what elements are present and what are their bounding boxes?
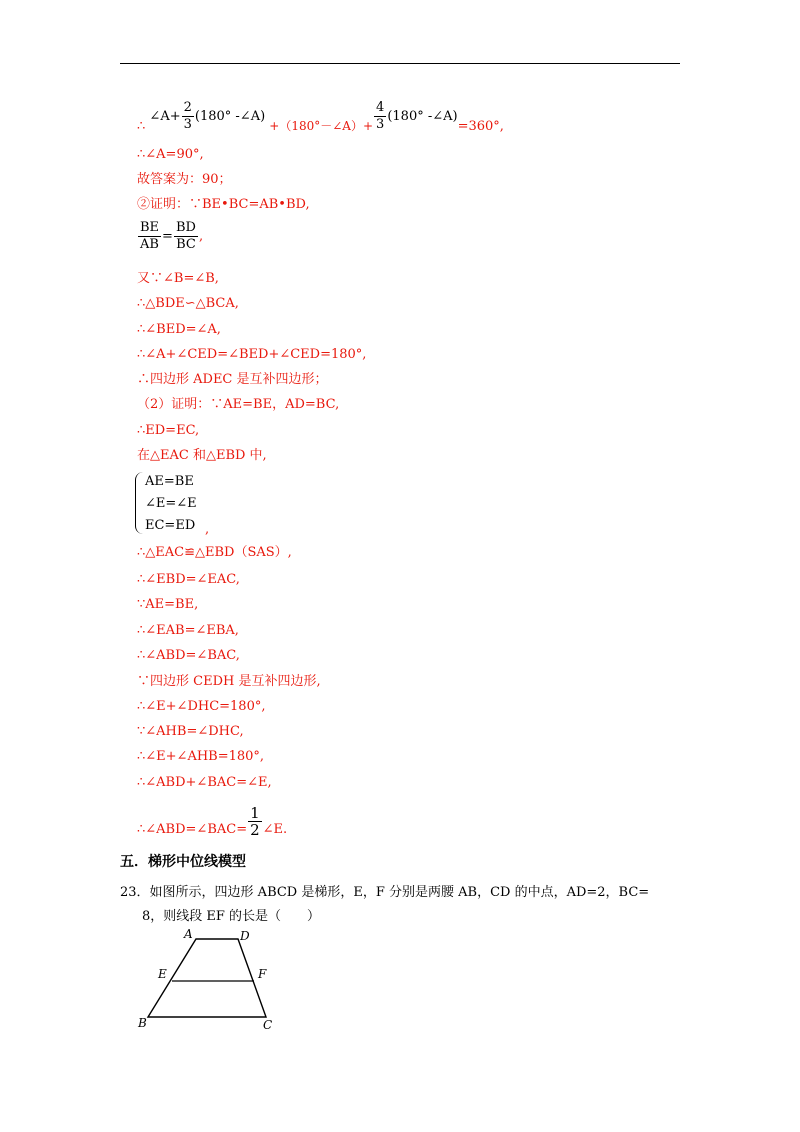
- fraction-two-thirds: [182, 100, 194, 133]
- proof-line-20: ∴∠ABD+∠BAC=∠E,: [137, 775, 272, 790]
- proof-line-6: ∴∠A+∠CED=∠BED+∠CED=180°,: [137, 347, 367, 362]
- system-row-3: EC=ED: [145, 518, 196, 533]
- proof-line-1: ②证明：∵BE•BC=AB•BD,: [137, 197, 310, 212]
- answer-line: 故答案为：90；: [137, 172, 232, 187]
- proof-line-19: ∴∠E+∠AHB=180°,: [137, 749, 265, 764]
- section-heading: 五．梯形中位线模型: [120, 854, 246, 870]
- solution-line-1: [137, 100, 504, 133]
- solution-line-2: ∴∠A=90°,: [137, 147, 204, 162]
- fraction-four-thirds: [374, 100, 386, 133]
- question-line-2: 8，则线段 EF 的长是（ ）: [142, 909, 321, 924]
- proof-line-4: ∴△BDE∽△BCA,: [137, 296, 239, 311]
- fraction-numerator: 4: [376, 100, 385, 115]
- question-line-1: 23．如图所示，四边形 ABCD 是梯形，E，F 分别是两腰 AB，CD 的中点，AD=2，BC=: [120, 885, 650, 900]
- fraction-bd-bc: [174, 220, 198, 253]
- proof-line-16: ∵四边形 CEDH 是互补四边形,: [137, 674, 321, 689]
- equals-sign: =: [162, 229, 173, 244]
- fraction-numerator: BD: [175, 220, 196, 235]
- label-d: D: [240, 929, 250, 943]
- system-tail: ,: [205, 522, 210, 537]
- conclusion-head: ∴∠ABD=∠BAC=: [137, 822, 248, 837]
- paren-expression-1: (180° -∠A): [194, 109, 266, 124]
- proof-line-15: ∴∠ABD=∠BAC,: [137, 648, 240, 663]
- proof-line-18: ∵∠AHB=∠DHC,: [137, 724, 244, 739]
- label-c: C: [263, 1018, 273, 1032]
- middle-expression: +（180°－∠A）+: [269, 119, 374, 133]
- label-e: E: [158, 967, 167, 981]
- fraction-denominator: 2: [250, 821, 260, 839]
- proof-line-21: [137, 805, 287, 838]
- system-row-2: ∠E=∠E: [145, 496, 197, 511]
- fraction-numerator: 2: [183, 100, 192, 115]
- proof-line-14: ∴∠EAB=∠EBA,: [137, 623, 239, 638]
- left-brace: [135, 472, 144, 534]
- therefore-symbol: ∴: [137, 119, 146, 134]
- label-b: B: [138, 1016, 147, 1030]
- proof-line-7: ∴四边形 ADEC 是互补四边形；: [137, 372, 328, 387]
- label-a: A: [184, 927, 193, 941]
- proof-line-3: 又∵∠B=∠B,: [137, 271, 219, 286]
- header-rule: [120, 63, 680, 64]
- fraction-denominator: BC: [174, 236, 198, 253]
- proof-line-12: ∴∠EBD=∠EAC,: [137, 572, 240, 587]
- fraction-numerator: BE: [140, 220, 160, 235]
- proof-line-8: （2）证明：∵AE=BE，AD=BC,: [137, 397, 340, 412]
- label-f: F: [258, 967, 267, 981]
- fraction-denominator: 3: [183, 117, 192, 132]
- proof-line-11: ∴△EAC≌△EBD（SAS）,: [137, 545, 292, 560]
- comma: ,: [198, 229, 204, 244]
- fraction-be-ab: [138, 220, 161, 253]
- paren-expression-2: (180° -∠A): [387, 109, 458, 124]
- result-text: =360°,: [457, 119, 504, 134]
- fraction-one-half: [248, 805, 262, 838]
- trapezoid-figure: [136, 926, 286, 1036]
- angle-a-plus: ∠A+: [149, 109, 181, 124]
- proof-line-5: ∴∠BED=∠A,: [137, 322, 221, 337]
- conclusion-tail: ∠E.: [262, 822, 288, 837]
- proof-line-9: ∴ED=EC,: [137, 423, 200, 438]
- proof-line-13: ∵AE=BE,: [137, 597, 199, 612]
- fraction-denominator: 3: [376, 117, 385, 132]
- system-row-1: AE=BE: [145, 474, 194, 489]
- fraction-denominator: AB: [138, 236, 161, 253]
- proof-line-17: ∴∠E+∠DHC=180°,: [137, 699, 266, 714]
- ratio-line: [137, 220, 203, 253]
- proof-line-10: 在△EAC 和△EBD 中,: [137, 448, 267, 463]
- fraction-numerator: 1: [250, 804, 260, 822]
